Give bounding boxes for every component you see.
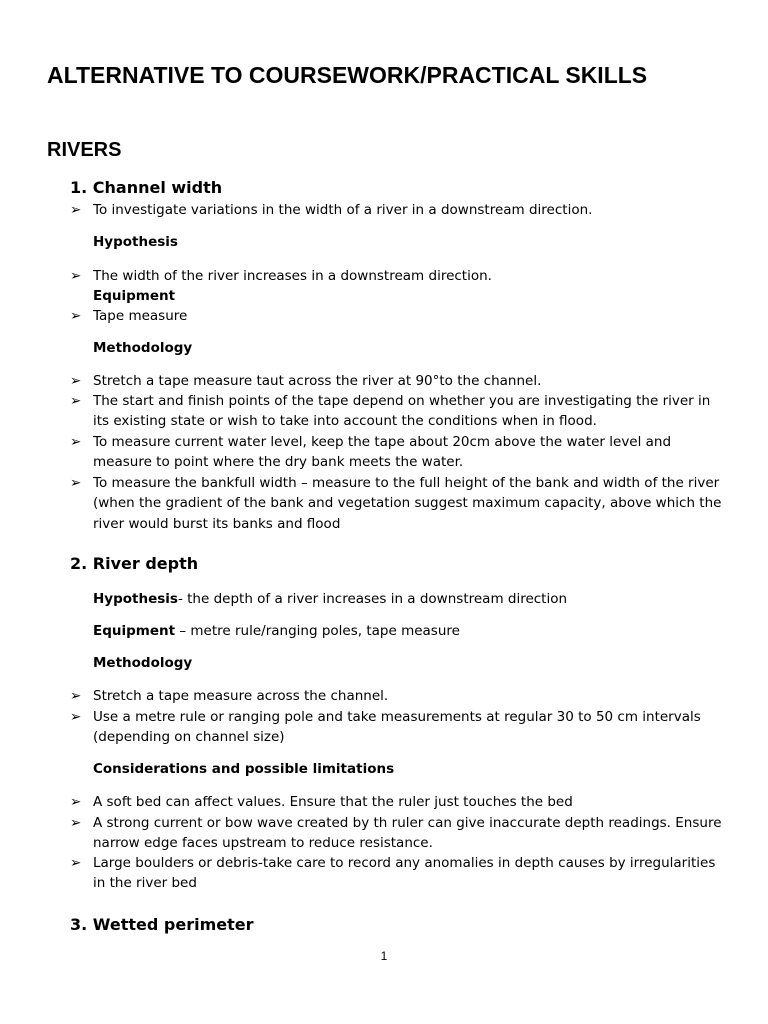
section-heading-channel-width: 1. Channel width — [70, 178, 223, 197]
hypothesis-line — [93, 589, 567, 609]
section-heading-wetted-perimeter: 3. Wetted perimeter — [70, 915, 254, 934]
arrow-bullet-icon: ➢ — [70, 202, 82, 218]
bullet-methodology — [70, 686, 730, 706]
methodology-label: Methodology — [93, 655, 193, 671]
hypothesis-label: Hypothesis — [93, 234, 178, 250]
bullet-consideration — [70, 813, 730, 854]
arrow-bullet-icon: ➢ — [70, 709, 82, 725]
arrow-bullet-icon: ➢ — [70, 815, 82, 831]
bullet-aim — [70, 200, 730, 220]
bullet-hypothesis — [70, 266, 730, 286]
bullet-text: Stretch a tape measure across the channel. — [93, 688, 389, 704]
hypothesis-text: - the depth of a river increases in a downstream direction — [177, 591, 568, 607]
hypothesis-label: Hypothesis — [93, 591, 178, 607]
bullet-methodology — [70, 371, 730, 391]
bullet-text: Stretch a tape measure taut across the river at 90°to the channel. — [93, 373, 542, 389]
bullet-text: To investigate variations in the width of a river in a downstream direction. — [93, 202, 593, 218]
bullet-text: To measure current water level, keep the tape about 20cm above the water level and measure to point where the dry bank meets the water. — [93, 434, 672, 471]
equipment-label: Equipment — [93, 623, 176, 639]
methodology-label: Methodology — [93, 340, 193, 356]
bullet-text: Large boulders or debris-take care to record any anomalies in depth causes by irregularities in the river bed — [93, 855, 716, 892]
bullet-text: To measure the bankfull width – measure to the full height of the bank and width of the river (when the gradient of the bank and vegetation suggest maximum capacity, above which the river would burst its banks and flood — [93, 475, 722, 532]
arrow-bullet-icon: ➢ — [70, 373, 82, 389]
bullet-consideration — [70, 853, 730, 894]
bullet-text: The start and finish points of the tape depend on whether you are investigating the river in its existing state or wish to take into account the conditions when in flood. — [93, 393, 711, 430]
bullet-methodology — [70, 707, 730, 748]
arrow-bullet-icon: ➢ — [70, 393, 82, 409]
bullet-consideration — [70, 792, 730, 812]
equipment-line — [93, 621, 460, 641]
arrow-bullet-icon: ➢ — [70, 688, 82, 704]
arrow-bullet-icon: ➢ — [70, 308, 82, 324]
arrow-bullet-icon: ➢ — [70, 794, 82, 810]
equipment-text: – metre rule/ranging poles, tape measure — [175, 623, 460, 639]
arrow-bullet-icon: ➢ — [70, 855, 82, 871]
bullet-text: Tape measure — [93, 308, 188, 324]
bullet-methodology — [70, 391, 730, 432]
bullet-text: The width of the river increases in a downstream direction. — [93, 268, 492, 284]
section-heading-river-depth: 2. River depth — [70, 554, 199, 573]
equipment-label: Equipment — [93, 288, 176, 304]
arrow-bullet-icon: ➢ — [70, 475, 82, 491]
topic-title: RIVERS — [47, 139, 122, 161]
bullet-text: A soft bed can affect values. Ensure that the ruler just touches the bed — [93, 794, 573, 810]
bullet-text: A strong current or bow wave created by th ruler can give inaccurate depth readings. Ensure narrow edge faces upstream to reduce resistance. — [93, 815, 722, 852]
bullet-methodology — [70, 473, 730, 534]
bullet-equipment — [70, 306, 730, 326]
page-number: 1 — [380, 949, 388, 963]
arrow-bullet-icon: ➢ — [70, 268, 82, 284]
bullet-methodology — [70, 432, 730, 473]
considerations-label: Considerations and possible limitations — [93, 761, 395, 777]
arrow-bullet-icon: ➢ — [70, 434, 82, 450]
document-title: ALTERNATIVE TO COURSEWORK/PRACTICAL SKILLS — [47, 62, 648, 88]
bullet-text: Use a metre rule or ranging pole and take measurements at regular 30 to 50 cm intervals (depending on channel size) — [93, 709, 701, 746]
